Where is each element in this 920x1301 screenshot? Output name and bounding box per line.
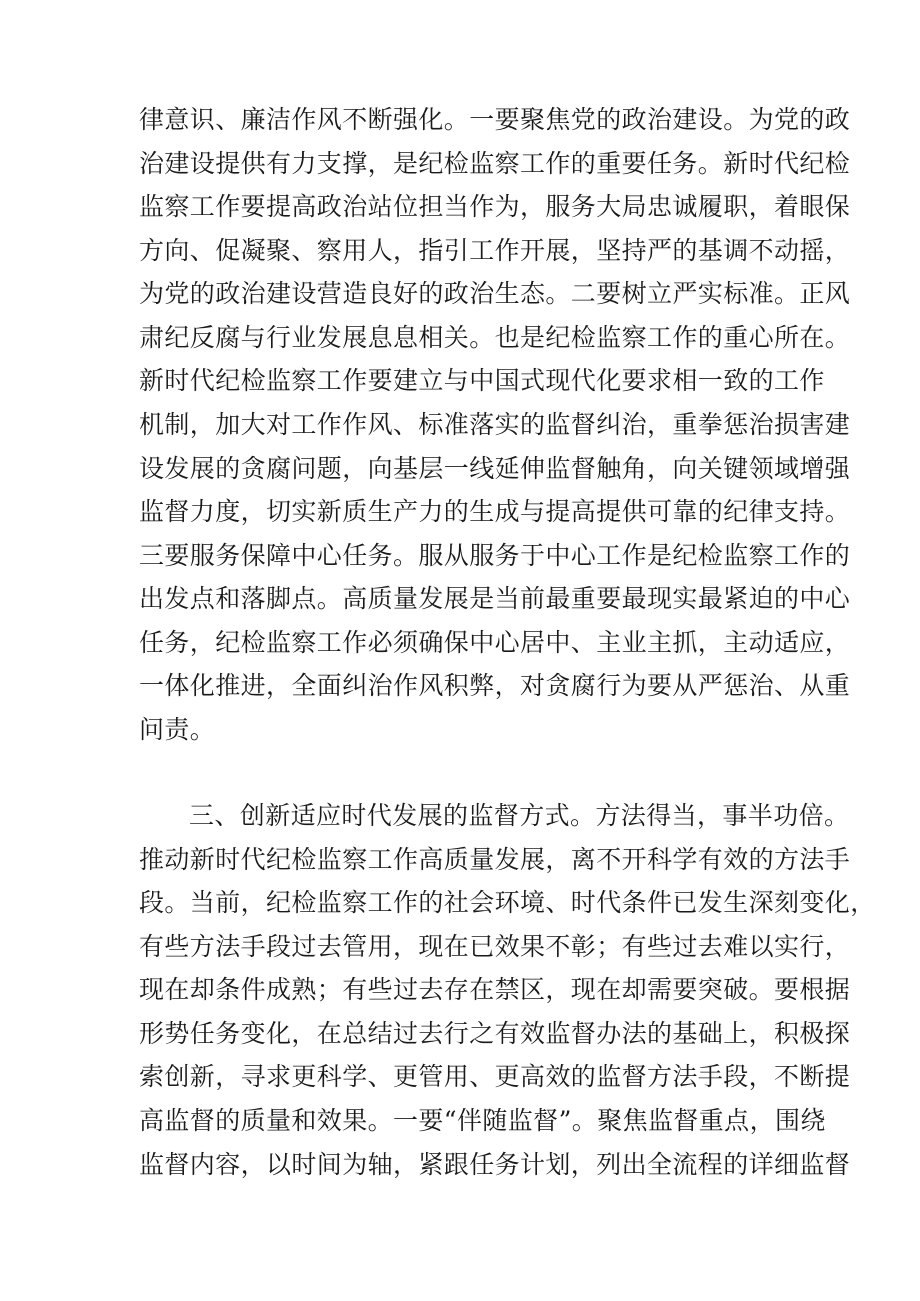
text-line: 索创新，寻求更科学、更管用、更高效的监督方法手段，不断提 — [139, 1062, 851, 1091]
text-line: 三要服务保障中心任务。服从服务于中心工作是纪检监察工作的 — [139, 541, 851, 570]
text-line: 问责。 — [139, 715, 216, 744]
section-heading-line: 三、创新适应时代发展的监督方式。方法得当，事半功倍。 — [189, 801, 850, 830]
text-line: 形势任务变化，在总结过去行之有效监督办法的基础上，积极探 — [139, 1019, 851, 1048]
text-line: 机制，加大对工作作风、标准落实的监督纠治，重拳惩治损害建 — [139, 410, 851, 439]
text-line: 肃纪反腐与行业发展息息相关。也是纪检监察工作的重心所在。 — [139, 323, 851, 352]
text-line: 推动新时代纪检监察工作高质量发展，离不开科学有效的方法手 — [139, 845, 851, 874]
text-line: 现在却条件成熟；有些过去存在禁区，现在却需要突破。要根据 — [139, 975, 851, 1004]
text-line: 出发点和落脚点。高质量发展是当前最重要最现实最紧迫的中心 — [139, 584, 851, 613]
text-line: 监察工作要提高政治站位担当作为，服务大局忠诚履职，着眼保 — [139, 192, 851, 221]
text-line: 方向、促凝聚、察用人，指引工作开展，坚持严的基调不动摇， — [139, 236, 851, 265]
text-line: 治建设提供有力支撑，是纪检监察工作的重要任务。新时代纪检 — [139, 149, 851, 178]
text-line: 律意识、廉洁作风不断强化。一要聚焦党的政治建设。为党的政 — [139, 105, 851, 134]
text-line: 监督内容，以时间为轴，紧跟任务计划，列出全流程的详细监督 — [139, 1150, 851, 1179]
text-line: 段。当前，纪检监察工作的社会环境、时代条件已发生深刻变化， — [139, 888, 876, 917]
text-line: 设发展的贪腐问题，向基层一线延伸监督触角，向关键领域增强 — [139, 454, 851, 483]
text-line: 监督力度，切实新质生产力的生成与提高提供可靠的纪律支持。 — [139, 497, 851, 526]
text-line: 为党的政治建设营造良好的政治生态。二要树立严实标准。正风 — [139, 279, 851, 308]
text-line: 有些方法手段过去管用，现在已效果不彰；有些过去难以实行， — [139, 932, 851, 961]
text-line: 任务，纪检监察工作必须确保中心居中、主业主抓，主动适应， — [139, 628, 851, 657]
text-line: 新时代纪检监察工作要建立与中国式现代化要求相一致的工作 — [139, 366, 825, 395]
text-line: 高监督的质量和效果。一要“伴随监督”。聚焦监督重点，围绕 — [139, 1106, 826, 1135]
text-line: 一体化推进，全面纠治作风积弊，对贪腐行为要从严惩治、从重 — [139, 671, 851, 700]
